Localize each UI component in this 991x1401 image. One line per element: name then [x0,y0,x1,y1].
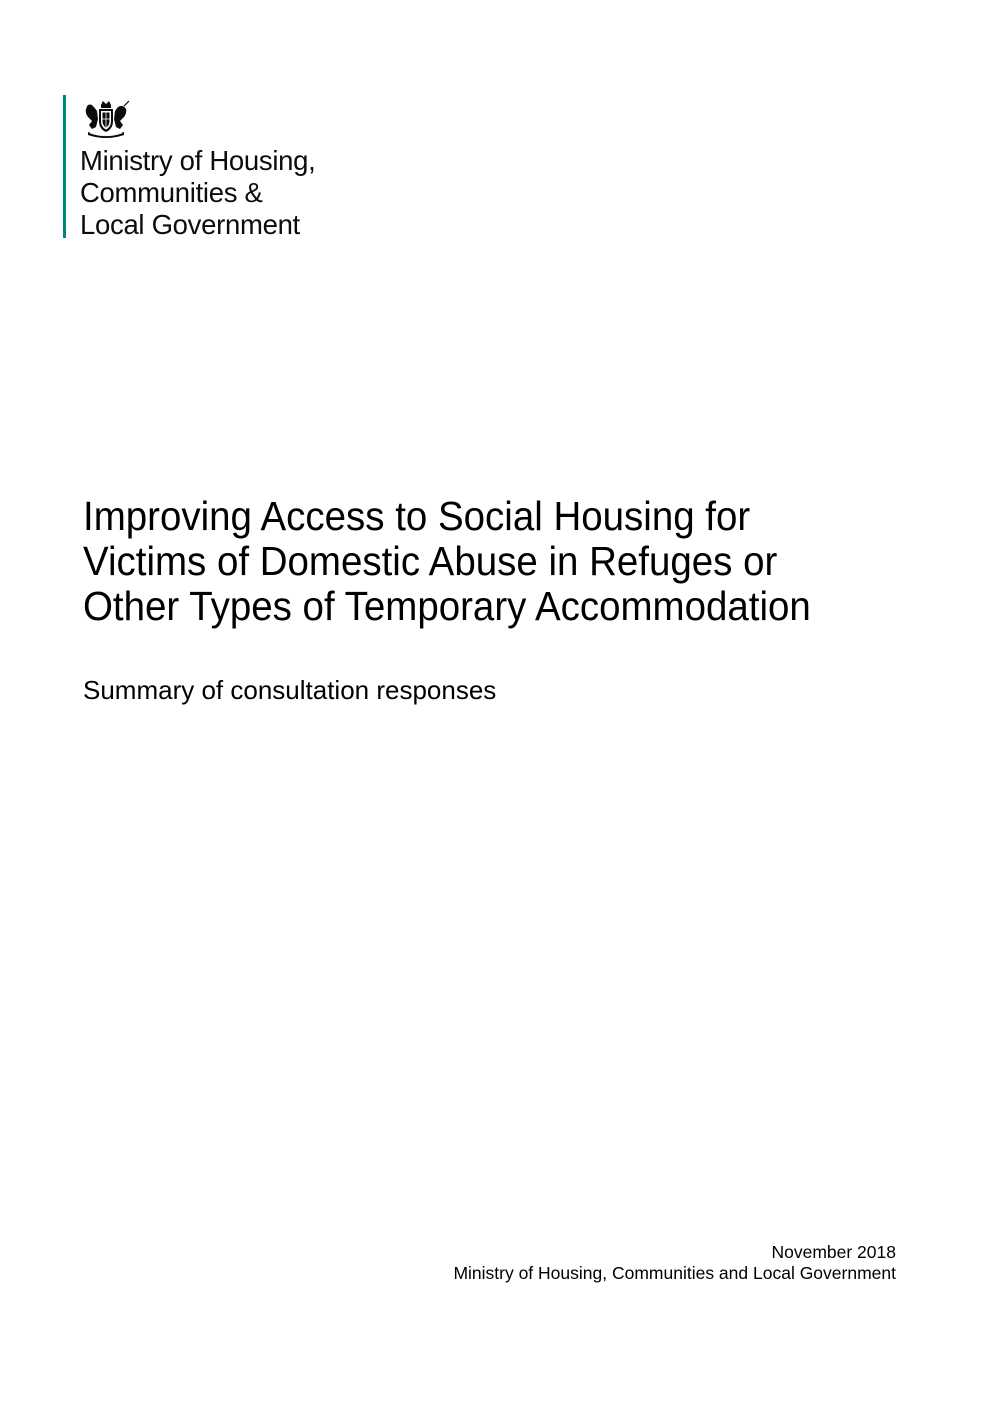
publication-date: November 2018 [771,1242,896,1262]
document-title-line: Victims of Domestic Abuse in Refuges or [83,538,778,584]
logo-accent-bar [63,95,66,238]
document-subtitle: Summary of consultation responses [83,675,497,705]
royal-coat-of-arms-icon [80,99,132,139]
department-name-line: Ministry of Housing, [80,145,316,176]
document-title [83,494,811,629]
department-logo [63,95,363,238]
department-name-line: Local Government [80,209,300,240]
publication-footer [453,1242,896,1284]
document-title-line: Other Types of Temporary Accommodation [83,583,811,629]
department-name-line: Communities & [80,177,263,208]
publisher-name: Ministry of Housing, Communities and Local Government [453,1263,896,1283]
department-name [80,145,315,241]
document-title-line: Improving Access to Social Housing for [83,493,751,539]
